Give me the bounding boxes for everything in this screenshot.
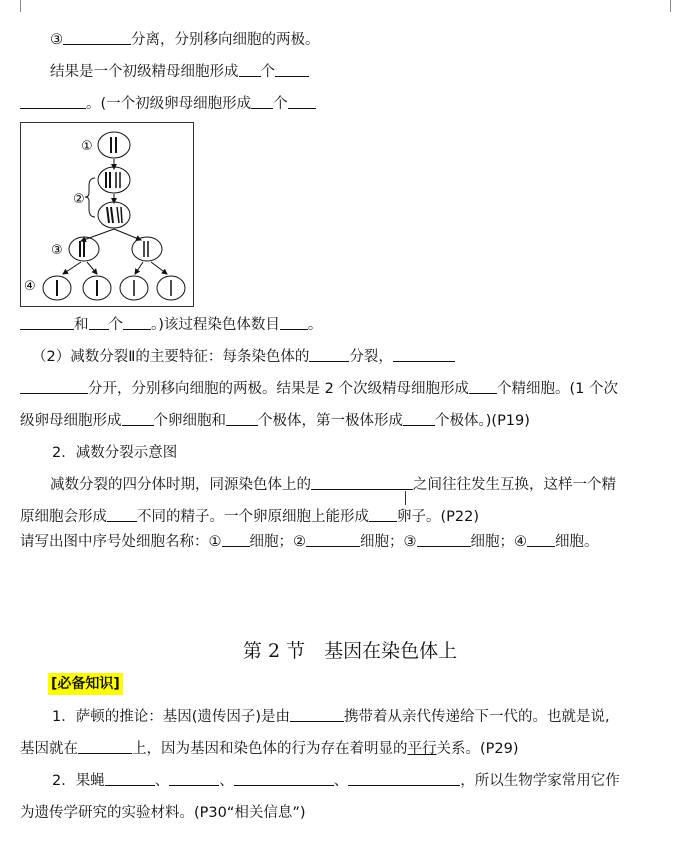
text-line: 结果是一个初级精母细胞形成 个 (50, 62, 309, 82)
fill-blank[interactable] (122, 411, 154, 426)
fill-blank[interactable] (234, 771, 334, 786)
cell-2b (98, 202, 130, 228)
fill-blank[interactable] (226, 411, 258, 426)
fill-blank[interactable] (105, 771, 155, 786)
meiosis-diagram (20, 122, 194, 307)
text-line: 。(一个初级卵母细胞形成 个 (20, 94, 316, 114)
text-line: 减数分裂的四分体时期，同源染色体上的 之间往往发生互换，这样一个精 (50, 477, 616, 493)
text-line: 和 个 。)该过程染色体数目 。 (20, 315, 322, 335)
fill-blank[interactable] (239, 62, 261, 77)
fill-blank[interactable] (222, 532, 250, 547)
fill-blank[interactable] (275, 62, 309, 77)
label-2: ② (73, 192, 85, 207)
section-title: 第 2 节 基因在染色体上 (242, 640, 458, 662)
fill-blank[interactable] (280, 315, 308, 330)
label-3: ③ (51, 243, 63, 258)
text-line: 级卵母细胞形成 个卵细胞和 个极体，第一极体形成 个极体。)(P19) (20, 413, 530, 429)
subheading: 2．减数分裂示意图 (52, 445, 178, 461)
fill-blank[interactable] (78, 739, 132, 754)
knowledge-tag: [必备知识] (48, 673, 123, 695)
text-line: 2．果蝇 、 、 、 ，所以生物学家常用它作 (52, 773, 620, 789)
fill-blank[interactable] (290, 707, 344, 722)
fill-blank[interactable] (63, 30, 131, 45)
chromosome (111, 207, 113, 223)
fill-blank[interactable] (527, 532, 555, 547)
fill-blank[interactable] (169, 771, 219, 786)
text-line: 1．萨顿的推论：基因(遗传因子)是由 携带着从亲代传递给下一代的。也就是说, (52, 709, 610, 725)
label-4: ④ (24, 279, 36, 294)
fill-blank[interactable] (403, 411, 435, 426)
chromosome (121, 207, 122, 223)
chromosome (107, 207, 109, 223)
fill-blank[interactable] (288, 94, 316, 109)
fill-blank[interactable] (20, 379, 88, 394)
crop-mark-left (8, 0, 21, 12)
fill-blank[interactable] (107, 507, 137, 522)
crop-mark-right (670, 0, 683, 12)
meiosis-diagram-svg (21, 123, 193, 306)
text-cursor-icon (405, 491, 406, 505)
cell-2a (98, 167, 130, 193)
fill-blank[interactable] (309, 347, 349, 362)
text-line: 为遗传学研究的实验材料。(P30“相关信息”) (20, 805, 306, 821)
fill-blank[interactable] (393, 347, 455, 362)
fill-blank[interactable] (89, 315, 109, 330)
fill-blank[interactable] (348, 771, 460, 786)
fill-blank[interactable] (469, 379, 497, 394)
cell-1 (98, 132, 130, 158)
fill-blank[interactable] (311, 475, 413, 490)
text-line: 分开，分别移向细胞的两极。结果是 2 个次级精母细胞形成 个精细胞。(1 个次 (20, 379, 618, 399)
text-line: 请写出图中序号处细胞名称：① 细胞；② 细胞；③ 细胞；④ 细胞。 (20, 534, 599, 550)
fill-blank[interactable] (20, 315, 74, 330)
fill-blank[interactable] (417, 532, 471, 547)
text-line: （2）减数分裂Ⅱ的主要特征：每条染色体的 分裂， (32, 347, 455, 367)
text-line: ③ 分离，分别移向细胞的两极。 (50, 32, 320, 48)
fill-blank[interactable] (251, 94, 273, 109)
text-line: 原细胞会形成 不同的精子。一个卵原细胞上能形成 卵子。(P22) (20, 509, 480, 525)
label-1: ① (81, 139, 93, 154)
fill-blank[interactable] (306, 532, 360, 547)
fill-blank[interactable] (369, 507, 397, 522)
chromosome (117, 207, 119, 223)
text-line: 基因就在 上，因为基因和染色体的行为存在着明显的平行关系。(P29) (20, 741, 519, 757)
cell-3b (132, 237, 162, 261)
fill-blank[interactable] (123, 315, 151, 330)
fill-blank[interactable] (20, 94, 86, 109)
